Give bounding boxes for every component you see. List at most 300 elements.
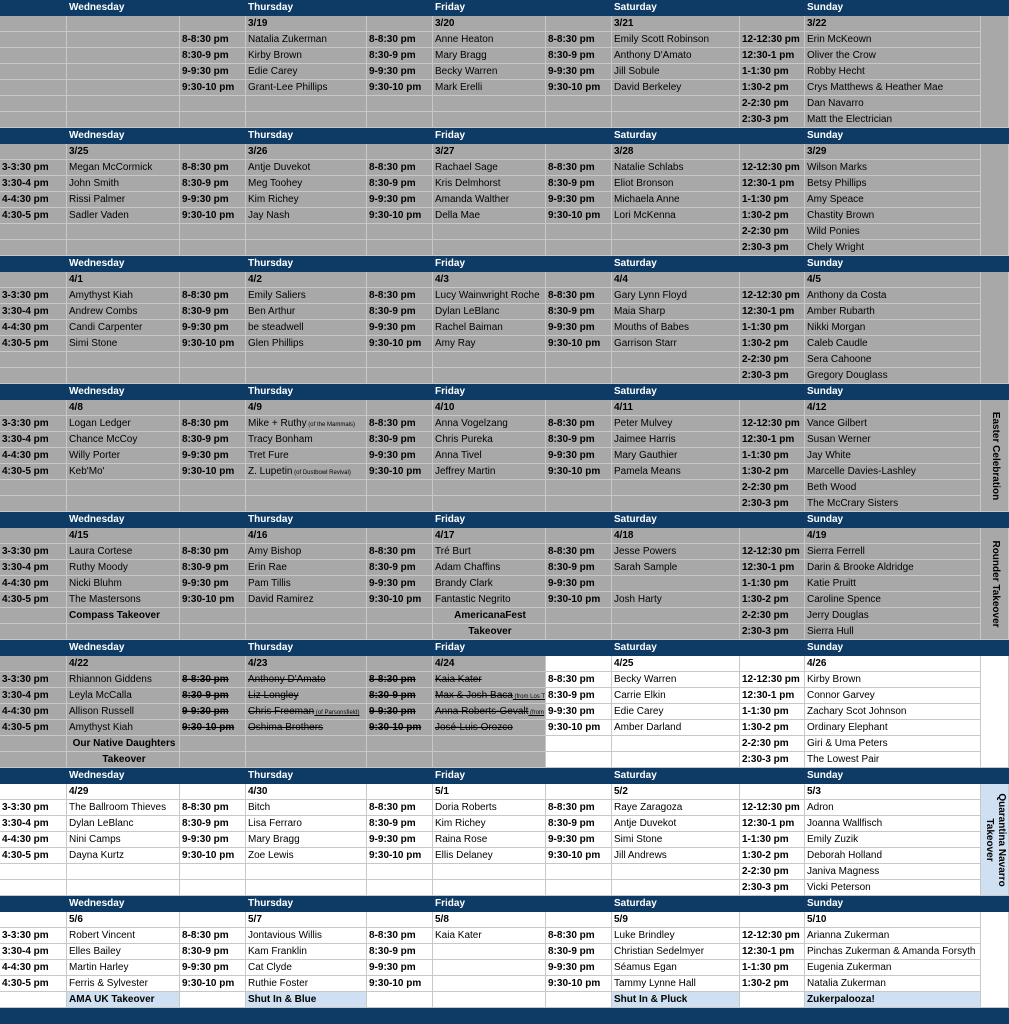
cell-time-fri: 9-9:30 pm bbox=[367, 192, 433, 208]
cell-time-sun: 2-2:30 pm bbox=[740, 864, 805, 880]
slot-row bbox=[0, 112, 1009, 128]
cell-time-sat bbox=[546, 512, 612, 528]
cell-time-thu: 9:30-10 pm bbox=[180, 80, 246, 96]
cell-time-wed bbox=[0, 368, 67, 384]
cell-time-wed: 4:30-5 pm bbox=[0, 464, 67, 480]
cell-time-sun: 2-2:30 pm bbox=[740, 352, 805, 368]
cell-time-sun: 1-1:30 pm bbox=[740, 320, 805, 336]
cell-thursday bbox=[246, 224, 367, 240]
slot-row bbox=[0, 48, 1009, 64]
cell-time-sat bbox=[546, 640, 612, 656]
cell-time-thu: 9-9:30 pm bbox=[180, 192, 246, 208]
cell-friday: Ellis Delaney bbox=[433, 848, 546, 864]
cell-sunday: Chastity Brown bbox=[805, 208, 981, 224]
date-row bbox=[0, 16, 1009, 32]
cell-thursday: Mike + Ruthy (of the Mammals) bbox=[246, 416, 367, 432]
cell-time-fri: 9:30-10 pm bbox=[367, 80, 433, 96]
cell-saturday bbox=[612, 224, 740, 240]
cell-time-fri: 8-8:30 pm bbox=[367, 32, 433, 48]
cell-wednesday bbox=[67, 864, 180, 880]
cell-sunday: 3/29 bbox=[805, 144, 981, 160]
cell-time-sun: 2-2:30 pm bbox=[740, 96, 805, 112]
cell-time-thu bbox=[180, 880, 246, 896]
cell-time-sat bbox=[546, 880, 612, 896]
cell-time-thu: 8:30-9 pm bbox=[180, 176, 246, 192]
cell-friday: Friday bbox=[433, 0, 546, 16]
cell-friday: 3/27 bbox=[433, 144, 546, 160]
cell-friday: Friday bbox=[433, 768, 546, 784]
cell-time-wed bbox=[0, 528, 67, 544]
cell-time-sat: 8:30-9 pm bbox=[546, 816, 612, 832]
cell-thursday: Thursday bbox=[246, 384, 367, 400]
cell-wednesday: Ferris & Sylvester bbox=[67, 976, 180, 992]
cell-wednesday: 3/25 bbox=[67, 144, 180, 160]
slot-row bbox=[0, 224, 1009, 240]
cell-wednesday: The Mastersons bbox=[67, 592, 180, 608]
cell-friday bbox=[433, 880, 546, 896]
cell-saturday: 3/21 bbox=[612, 16, 740, 32]
cell-time-sat: 9-9:30 pm bbox=[546, 960, 612, 976]
cell-time-wed: 4-4:30 pm bbox=[0, 704, 67, 720]
cell-time-fri bbox=[367, 384, 433, 400]
cell-time-sat: 8:30-9 pm bbox=[546, 48, 612, 64]
cell-time-wed bbox=[0, 656, 67, 672]
cell-sunday: Janiva Magness bbox=[805, 864, 981, 880]
cell-friday: 4/10 bbox=[433, 400, 546, 416]
cell-wednesday: Wednesday bbox=[67, 384, 180, 400]
cell-time-fri: 8-8:30 pm bbox=[367, 800, 433, 816]
cell-time-thu: 8:30-9 pm bbox=[180, 304, 246, 320]
cell-thursday: Thursday bbox=[246, 768, 367, 784]
cell-saturday bbox=[612, 496, 740, 512]
cell-thursday bbox=[246, 624, 367, 640]
cell-time-wed bbox=[0, 736, 67, 752]
cell-wednesday: AMA UK Takeover bbox=[67, 992, 180, 1008]
cell-time-thu bbox=[180, 768, 246, 784]
side-label-cell bbox=[981, 16, 1009, 128]
cell-wednesday: Wednesday bbox=[67, 256, 180, 272]
cell-saturday: 4/18 bbox=[612, 528, 740, 544]
cell-wednesday: Wednesday bbox=[67, 640, 180, 656]
cell-wednesday: Rissi Palmer bbox=[67, 192, 180, 208]
cell-time-wed: 3:30-4 pm bbox=[0, 944, 67, 960]
cell-friday: 4/3 bbox=[433, 272, 546, 288]
cell-thursday: Thursday bbox=[246, 640, 367, 656]
cell-wednesday bbox=[67, 368, 180, 384]
cell-time-thu: 9-9:30 pm bbox=[180, 320, 246, 336]
cell-time-thu: 9-9:30 pm bbox=[180, 448, 246, 464]
cell-sunday: Wilson Marks bbox=[805, 160, 981, 176]
slot-row bbox=[0, 160, 1009, 176]
cell-time-sat bbox=[546, 144, 612, 160]
week-header-row bbox=[0, 0, 1009, 16]
date-row bbox=[0, 784, 1009, 800]
cell-side bbox=[981, 896, 1009, 912]
cell-friday: Anna Vogelzang bbox=[433, 416, 546, 432]
slot-row bbox=[0, 592, 1009, 608]
cell-sunday: The McCrary Sisters bbox=[805, 496, 981, 512]
cell-time-fri bbox=[367, 496, 433, 512]
cell-time-sat bbox=[546, 624, 612, 640]
cell-sunday: The Lowest Pair bbox=[805, 752, 981, 768]
cell-sunday: Oliver the Crow bbox=[805, 48, 981, 64]
cell-saturday bbox=[612, 752, 740, 768]
cell-time-wed bbox=[0, 96, 67, 112]
cell-time-fri: 9-9:30 pm bbox=[367, 320, 433, 336]
cell-thursday: 5/7 bbox=[246, 912, 367, 928]
cell-saturday: Mouths of Babes bbox=[612, 320, 740, 336]
cell-friday bbox=[433, 960, 546, 976]
cell-time-fri bbox=[367, 96, 433, 112]
cell-time-thu bbox=[180, 16, 246, 32]
cell-time-wed bbox=[0, 16, 67, 32]
cell-thursday: Tret Fure bbox=[246, 448, 367, 464]
cell-time-sat: 8:30-9 pm bbox=[546, 176, 612, 192]
cell-time-wed bbox=[0, 864, 67, 880]
cell-time-thu bbox=[180, 352, 246, 368]
cell-sunday: Sera Cahoone bbox=[805, 352, 981, 368]
cell-saturday bbox=[612, 864, 740, 880]
cell-sunday: Jerry Douglas bbox=[805, 608, 981, 624]
cell-time-sun: 1-1:30 pm bbox=[740, 448, 805, 464]
slot-row bbox=[0, 32, 1009, 48]
cell-time-wed bbox=[0, 0, 67, 16]
cell-time-fri bbox=[367, 112, 433, 128]
cell-time-sat bbox=[546, 128, 612, 144]
cell-thursday: Thursday bbox=[246, 0, 367, 16]
slot-row bbox=[0, 416, 1009, 432]
cell-time-sat: 9-9:30 pm bbox=[546, 704, 612, 720]
slot-row bbox=[0, 352, 1009, 368]
cell-side bbox=[981, 512, 1009, 528]
cell-sunday: 4/19 bbox=[805, 528, 981, 544]
cell-time-fri: 8-8:30 pm bbox=[367, 160, 433, 176]
cell-wednesday: Wednesday bbox=[67, 896, 180, 912]
cell-sunday: Robby Hecht bbox=[805, 64, 981, 80]
cell-time-sat: 9:30-10 pm bbox=[546, 720, 612, 736]
slot-row bbox=[0, 608, 1009, 624]
cell-time-sat: 9:30-10 pm bbox=[546, 848, 612, 864]
slot-row bbox=[0, 496, 1009, 512]
cell-time-sun: 2-2:30 pm bbox=[740, 480, 805, 496]
cell-wednesday: Sadler Vaden bbox=[67, 208, 180, 224]
slot-row bbox=[0, 368, 1009, 384]
cell-time-thu: 9-9:30 pm bbox=[180, 960, 246, 976]
cell-sunday: Sunday bbox=[805, 768, 981, 784]
artist-note: (of the Mammals) bbox=[306, 422, 355, 428]
cell-wednesday bbox=[67, 80, 180, 96]
cell-wednesday: Wednesday bbox=[67, 768, 180, 784]
slot-row bbox=[0, 992, 1009, 1008]
cell-time-thu bbox=[180, 112, 246, 128]
cell-time-fri bbox=[367, 896, 433, 912]
cell-saturday: Gary Lynn Floyd bbox=[612, 288, 740, 304]
cell-time-sun bbox=[740, 128, 805, 144]
slot-row bbox=[0, 208, 1009, 224]
cell-wednesday: 4/15 bbox=[67, 528, 180, 544]
cell-friday: 4/17 bbox=[433, 528, 546, 544]
side-label-cell bbox=[981, 784, 1009, 896]
cell-saturday bbox=[612, 480, 740, 496]
cell-friday: Adam Chaffins bbox=[433, 560, 546, 576]
cell-time-fri: 9-9:30 pm bbox=[367, 448, 433, 464]
cell-time-fri: 9-9:30 pm bbox=[367, 64, 433, 80]
cell-time-sat bbox=[546, 480, 612, 496]
cell-saturday: Edie Carey bbox=[612, 704, 740, 720]
cell-time-fri bbox=[367, 16, 433, 32]
cell-time-sat bbox=[546, 864, 612, 880]
cell-friday bbox=[433, 864, 546, 880]
cell-saturday: Saturday bbox=[612, 384, 740, 400]
cell-sunday: Nikki Morgan bbox=[805, 320, 981, 336]
cell-saturday: Emily Scott Robinson bbox=[612, 32, 740, 48]
cell-time-sun bbox=[740, 256, 805, 272]
cell-time-thu bbox=[180, 480, 246, 496]
cell-time-sat: 9:30-10 pm bbox=[546, 336, 612, 352]
cell-time-sat: 8-8:30 pm bbox=[546, 672, 612, 688]
week-header-row bbox=[0, 768, 1009, 784]
week-header-row bbox=[0, 384, 1009, 400]
cell-time-wed: 3-3:30 pm bbox=[0, 160, 67, 176]
cell-time-wed bbox=[0, 64, 67, 80]
slot-row bbox=[0, 736, 1009, 752]
cell-time-fri: 9:30-10 pm bbox=[367, 976, 433, 992]
side-label-cell bbox=[981, 656, 1009, 768]
cell-sunday: Marcelle Davies-Lashley bbox=[805, 464, 981, 480]
cell-time-wed: 4-4:30 pm bbox=[0, 448, 67, 464]
slot-row bbox=[0, 832, 1009, 848]
cell-time-sun: 2-2:30 pm bbox=[740, 736, 805, 752]
cell-time-sat: 8-8:30 pm bbox=[546, 160, 612, 176]
cell-saturday: Jesse Powers bbox=[612, 544, 740, 560]
cell-time-sun: 12-12:30 pm bbox=[740, 416, 805, 432]
cell-time-sun: 12:30-1 pm bbox=[740, 688, 805, 704]
cell-wednesday: Wednesday bbox=[67, 512, 180, 528]
cell-sunday: Giri & Uma Peters bbox=[805, 736, 981, 752]
cell-time-sun bbox=[740, 896, 805, 912]
cell-time-fri bbox=[367, 256, 433, 272]
cell-sunday: Sunday bbox=[805, 128, 981, 144]
cell-time-sat: 8-8:30 pm bbox=[546, 928, 612, 944]
cell-time-thu bbox=[180, 240, 246, 256]
cell-time-sat: 8:30-9 pm bbox=[546, 432, 612, 448]
date-row bbox=[0, 656, 1009, 672]
cell-friday: Anna Roberts-Gevalt (from bbox=[433, 704, 546, 720]
cell-sunday: Sierra Ferrell bbox=[805, 544, 981, 560]
cell-time-wed bbox=[0, 768, 67, 784]
cell-thursday: Jay Nash bbox=[246, 208, 367, 224]
cell-friday bbox=[433, 752, 546, 768]
cell-time-wed: 3-3:30 pm bbox=[0, 544, 67, 560]
cell-time-sat bbox=[546, 528, 612, 544]
cell-thursday: Cat Clyde bbox=[246, 960, 367, 976]
cell-side bbox=[981, 0, 1009, 16]
cell-thursday: Lisa Ferraro bbox=[246, 816, 367, 832]
cell-time-sun: 2:30-3 pm bbox=[740, 624, 805, 640]
cell-time-thu bbox=[180, 256, 246, 272]
cell-sunday: Amber Rubarth bbox=[805, 304, 981, 320]
cell-thursday bbox=[246, 368, 367, 384]
cell-sunday: Natalia Zukerman bbox=[805, 976, 981, 992]
cell-time-fri: 8-8:30 pm bbox=[367, 544, 433, 560]
cell-wednesday: Andrew Combs bbox=[67, 304, 180, 320]
cell-time-wed bbox=[0, 128, 67, 144]
side-label-cell bbox=[981, 400, 1009, 512]
cell-time-sat: 8:30-9 pm bbox=[546, 304, 612, 320]
cell-sunday: Matt the Electrician bbox=[805, 112, 981, 128]
cell-time-wed bbox=[0, 480, 67, 496]
date-row bbox=[0, 144, 1009, 160]
cell-time-sun: 1:30-2 pm bbox=[740, 80, 805, 96]
side-label: Quarantina Navarro Takeover bbox=[983, 792, 1007, 887]
cell-time-sat: 9:30-10 pm bbox=[546, 592, 612, 608]
cell-saturday: Pamela Means bbox=[612, 464, 740, 480]
cell-thursday: Z. Lupetin (of Dustbowl Revival) bbox=[246, 464, 367, 480]
cell-side bbox=[981, 256, 1009, 272]
cell-time-thu: 8:30-9 pm bbox=[180, 560, 246, 576]
cell-time-thu bbox=[180, 0, 246, 16]
cell-saturday: David Berkeley bbox=[612, 80, 740, 96]
cell-friday: Anna Tivel bbox=[433, 448, 546, 464]
cell-sunday: Sunday bbox=[805, 0, 981, 16]
cell-sunday: Amy Speace bbox=[805, 192, 981, 208]
cell-friday: Chris Pureka bbox=[433, 432, 546, 448]
cell-time-sun bbox=[740, 784, 805, 800]
cell-wednesday: Robert Vincent bbox=[67, 928, 180, 944]
cell-time-fri bbox=[367, 784, 433, 800]
cell-sunday: Emily Zuzik bbox=[805, 832, 981, 848]
cell-saturday: Saturday bbox=[612, 128, 740, 144]
cell-sunday: Sunday bbox=[805, 896, 981, 912]
cell-sunday: Zachary Scot Johnson bbox=[805, 704, 981, 720]
cell-friday: Becky Warren bbox=[433, 64, 546, 80]
cell-friday: Della Mae bbox=[433, 208, 546, 224]
cell-friday bbox=[433, 352, 546, 368]
cell-time-wed: 3:30-4 pm bbox=[0, 304, 67, 320]
cell-sunday: Sunday bbox=[805, 256, 981, 272]
cell-time-fri: 8:30-9 pm bbox=[367, 176, 433, 192]
cell-time-wed: 4-4:30 pm bbox=[0, 320, 67, 336]
cell-time-fri: 9-9:30 pm bbox=[367, 960, 433, 976]
slot-row bbox=[0, 336, 1009, 352]
cell-time-thu: 8-8:30 pm bbox=[180, 928, 246, 944]
cell-time-wed bbox=[0, 992, 67, 1008]
cell-wednesday bbox=[67, 240, 180, 256]
slot-row bbox=[0, 96, 1009, 112]
cell-time-thu bbox=[180, 656, 246, 672]
cell-friday: Dylan LeBlanc bbox=[433, 304, 546, 320]
cell-sunday: Deborah Holland bbox=[805, 848, 981, 864]
cell-saturday: Raye Zaragoza bbox=[612, 800, 740, 816]
cell-sunday: Beth Wood bbox=[805, 480, 981, 496]
slot-row bbox=[0, 576, 1009, 592]
cell-time-wed bbox=[0, 352, 67, 368]
cell-time-thu: 9-9:30 pm bbox=[180, 576, 246, 592]
cell-sunday: Sunday bbox=[805, 384, 981, 400]
cell-time-wed bbox=[0, 880, 67, 896]
cell-time-sun: 2:30-3 pm bbox=[740, 368, 805, 384]
slot-row bbox=[0, 672, 1009, 688]
cell-friday: Raina Rose bbox=[433, 832, 546, 848]
cell-time-fri bbox=[367, 272, 433, 288]
cell-side bbox=[981, 384, 1009, 400]
cell-time-fri: 9:30-10 pm bbox=[367, 720, 433, 736]
cell-friday bbox=[433, 976, 546, 992]
cell-wednesday: Laura Cortese bbox=[67, 544, 180, 560]
cell-saturday bbox=[612, 624, 740, 640]
cell-time-sun: 12:30-1 pm bbox=[740, 48, 805, 64]
cell-time-wed bbox=[0, 224, 67, 240]
cell-wednesday bbox=[67, 480, 180, 496]
cell-time-wed bbox=[0, 112, 67, 128]
artist-note: (from Los T bbox=[512, 694, 546, 700]
cell-sunday: Jay White bbox=[805, 448, 981, 464]
cell-sunday: Zukerpalooza! bbox=[805, 992, 981, 1008]
cell-wednesday: Elles Bailey bbox=[67, 944, 180, 960]
slot-row bbox=[0, 848, 1009, 864]
cell-time-sun: 2-2:30 pm bbox=[740, 608, 805, 624]
cell-friday bbox=[433, 368, 546, 384]
cell-time-wed bbox=[0, 912, 67, 928]
cell-thursday: 3/26 bbox=[246, 144, 367, 160]
cell-time-sat bbox=[546, 784, 612, 800]
cell-thursday: Oshima Brothers bbox=[246, 720, 367, 736]
cell-thursday: Glen Phillips bbox=[246, 336, 367, 352]
cell-thursday: 4/30 bbox=[246, 784, 367, 800]
cell-time-fri bbox=[367, 128, 433, 144]
slot-row bbox=[0, 960, 1009, 976]
cell-time-fri bbox=[367, 768, 433, 784]
cell-time-thu: 8:30-9 pm bbox=[180, 944, 246, 960]
cell-saturday: Saturday bbox=[612, 0, 740, 16]
cell-friday bbox=[433, 736, 546, 752]
cell-time-fri: 9-9:30 pm bbox=[367, 704, 433, 720]
cell-time-wed bbox=[0, 32, 67, 48]
cell-saturday: Amber Darland bbox=[612, 720, 740, 736]
cell-time-wed bbox=[0, 272, 67, 288]
cell-thursday bbox=[246, 112, 367, 128]
cell-thursday: Antje Duvekot bbox=[246, 160, 367, 176]
cell-thursday bbox=[246, 752, 367, 768]
cell-time-wed: 4:30-5 pm bbox=[0, 592, 67, 608]
cell-sunday: Anthony da Costa bbox=[805, 288, 981, 304]
cell-time-sat bbox=[546, 240, 612, 256]
cell-time-fri: 8:30-9 pm bbox=[367, 304, 433, 320]
cell-friday: José-Luis Orozco bbox=[433, 720, 546, 736]
cell-time-sat: 8-8:30 pm bbox=[546, 800, 612, 816]
cell-thursday: Ruthie Foster bbox=[246, 976, 367, 992]
cell-time-sat bbox=[546, 608, 612, 624]
cell-wednesday: Nicki Bluhm bbox=[67, 576, 180, 592]
cell-time-wed: 3-3:30 pm bbox=[0, 800, 67, 816]
cell-time-fri bbox=[367, 736, 433, 752]
cell-friday: Lucy Wainwright Roche bbox=[433, 288, 546, 304]
cell-time-sat bbox=[546, 384, 612, 400]
cell-saturday: Michaela Anne bbox=[612, 192, 740, 208]
cell-thursday: Grant-Lee Phillips bbox=[246, 80, 367, 96]
artist-note: (from bbox=[528, 710, 545, 716]
cell-saturday bbox=[612, 576, 740, 592]
cell-wednesday: Our Native Daughters bbox=[67, 736, 180, 752]
cell-time-wed bbox=[0, 784, 67, 800]
cell-wednesday: Dayna Kurtz bbox=[67, 848, 180, 864]
cell-saturday: Jill Andrews bbox=[612, 848, 740, 864]
cell-time-sat: 9-9:30 pm bbox=[546, 576, 612, 592]
cell-sunday: 4/26 bbox=[805, 656, 981, 672]
cell-thursday: Zoe Lewis bbox=[246, 848, 367, 864]
cell-wednesday: Allison Russell bbox=[67, 704, 180, 720]
cell-sunday: Susan Werner bbox=[805, 432, 981, 448]
